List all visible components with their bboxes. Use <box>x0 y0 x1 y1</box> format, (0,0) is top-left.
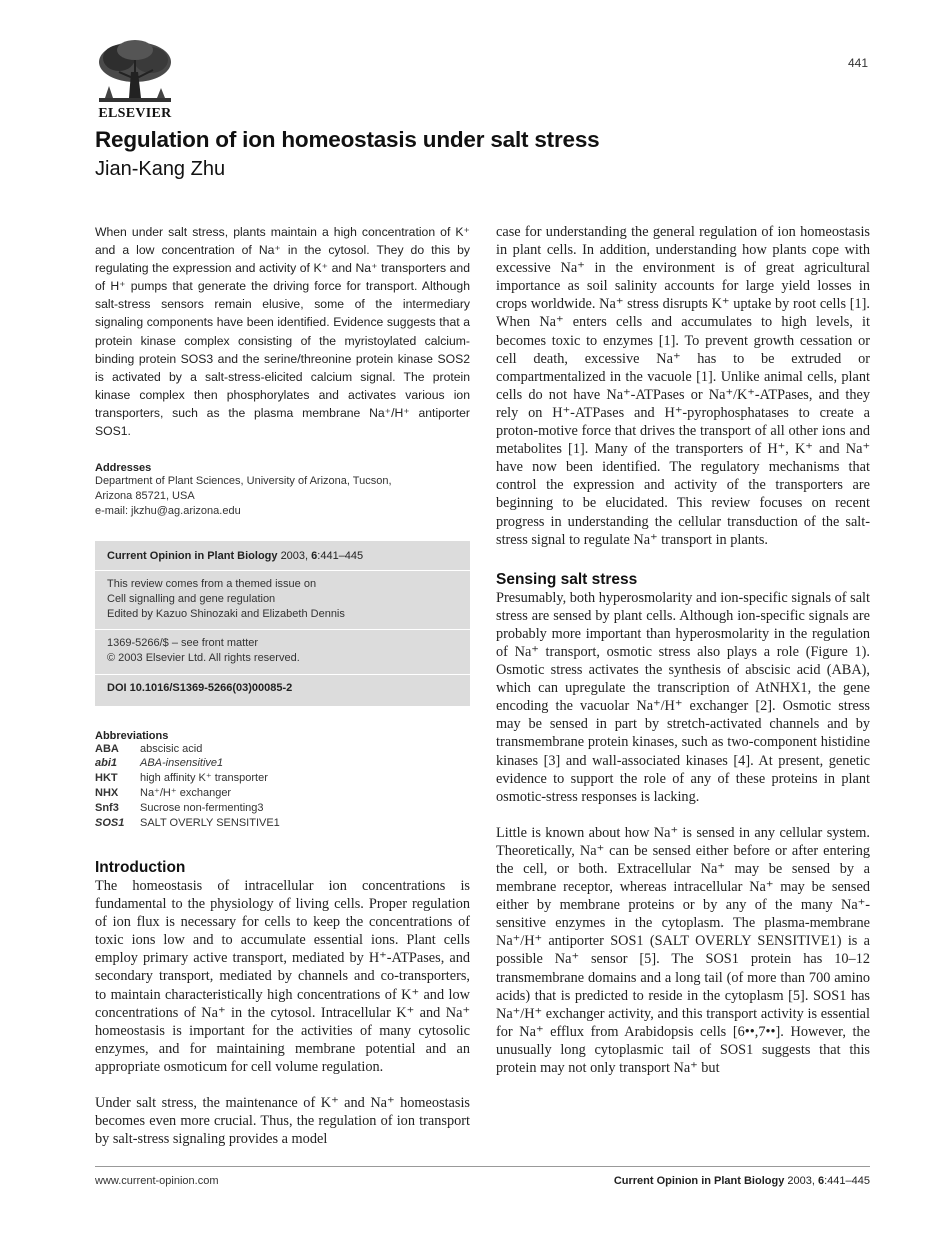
journal-year: 2003, <box>280 549 309 562</box>
journal-pages: :441–445 <box>317 549 364 562</box>
address-line: Arizona 85721, USA <box>95 489 195 502</box>
journal-volume: 6 <box>311 549 318 562</box>
abbreviation-definition: abscisic acid <box>140 742 203 755</box>
abbreviation-row <box>95 801 470 816</box>
introduction-heading: Introduction <box>95 858 186 876</box>
abbreviation-term: ABA <box>95 742 119 755</box>
footer-journal: Current Opinion in Plant Biology <box>613 1175 785 1187</box>
journal-citation <box>107 549 458 563</box>
abbreviation-definition: ABA-insensitive1 <box>140 757 224 770</box>
introduction-paragraph: Under salt stress, the maintenance of K⁺ and Na⁺ homeostasis becomes even more crucial. Thus, the regulation of ion transport by salt-stress signaling provides a model <box>95 1095 470 1148</box>
issn-line: 1369-5266/$ – see front matter <box>107 637 259 650</box>
article-title: Regulation of ion homeostasis under salt stress <box>95 127 600 152</box>
footer-pages: :441–445 <box>824 1175 870 1187</box>
abbreviation-definition: Sucrose non-fermenting3 <box>140 802 264 815</box>
continuation-paragraph: case for understanding the general regulation of ion homeostasis in plant cells. In addition, understanding how plants cope with excessive Na⁺ in the environment is of great agricultural importance as soil salinity accounts for large yield losses in crops worldwide. Na⁺ stress disrupts K⁺ uptake by root cells [1]. When Na⁺ enters cells and accumulates to high levels, it becomes toxic to enzymes [1]. To prevent growth cessation or cell death, excessive Na⁺ has to be extruded or compartmentalized in the vacuole [1]. Unlike animal cells, plant cells do not have Na⁺-ATPases or Na⁺/K⁺-ATPases, and they rely on H⁺-ATPases and H⁺-pyrophosphatases to create a proton-motive force that drives the transport of all other ions and metabolites [1]. Many of the transporters of H⁺, K⁺ and Na⁺ have now been identified. The regulatory mechanisms that control the expression and activity of the transporters are beginning to be elucidated. This review focuses on recent progress in understanding the cellular transduction of the salt-stress signal to regulate Na⁺ transport in plants. <box>496 224 870 548</box>
abbreviation-row <box>95 816 470 831</box>
divider <box>95 629 470 630</box>
abstract: When under salt stress, plants maintain a high concentration of K⁺ and a low concentration of Na⁺ in the cytosol. They do this by regulating the expression and activity of K⁺ and Na⁺ transporters and of H⁺ pumps that generate the driving force for transport. Although salt-stress sensors remain elusive, some of the intermediary signaling components have been identified. Evidence suggests that a protein kinase complex consisting of the myristoylated calcium-binding protein SOS3 and the serine/threonine protein kinase SOS2 is activated by a salt-stress-elicited calcium signal. The protein kinase complex then phosphorylates and activates various ion transporters, such as the plasma membrane Na⁺/H⁺ antiporter SOS1. <box>95 225 470 439</box>
left-column <box>95 223 470 1148</box>
doi: DOI 10.1016/S1369-5266(03)00085-2 <box>107 681 293 694</box>
footer-year: 2003, <box>787 1175 815 1187</box>
tree-logo-icon <box>95 38 175 106</box>
article-info-box <box>95 541 470 706</box>
abbreviation-row <box>95 786 470 801</box>
abbreviations-heading: Abbreviations <box>95 729 169 742</box>
footer-volume: 6 <box>817 1175 825 1187</box>
abbreviation-row <box>95 742 470 757</box>
journal-name: Current Opinion in Plant Biology <box>107 549 278 562</box>
divider <box>95 674 470 675</box>
introduction-paragraph: The homeostasis of intracellular ion concentrations is fundamental to the physiology of living cells. Proper regulation of ion flux is necessary for cells to keep the concentrations of toxic ions low and to accumulate essential ions. Plant cells employ primary active transport, mediated by H⁺-ATPases, and secondary transport, mediated by channels and co-transporters, to maintain characteristically high concentrations of K⁺ and low concentrations of Na⁺ in the cytosol. Intracellular K⁺ and Na⁺ homeostasis is important for the activities of many cytosolic enzymes, and for maintaining membrane potential and an appropriate osmoticum for cell volume regulation. <box>95 877 470 1075</box>
publisher-name: ELSEVIER <box>98 106 172 121</box>
sensing-salt-stress-heading: Sensing salt stress <box>496 570 638 588</box>
abbreviation-term: HKT <box>95 772 118 785</box>
address-line: Department of Plant Sciences, University of Arizona, Tucson, <box>95 475 392 488</box>
abbreviation-term: Snf3 <box>95 802 119 815</box>
sensing-paragraph: Presumably, both hyperosmolarity and ion-specific signals of salt stress are sensed by plant cells. Although ion-specific signals are probably more important than hyperosmolarity in the regulation of Na⁺ transport, osmotic stress also plays a role (Figure 1). Osmotic stress activates the synthesis of abscisic acid (ABA), which can upregulate the transcription of AtNHX1, the gene encoding the vacuolar Na⁺/H⁺ exchanger [2]. Osmotic stress may be sensed in part by stretch-activated channels and by transmembrane protein kinases, such as two-component histidine kinases [3] and wall-associated kinases [4]. At present, genetic evidence to support the role of any of these proteins in plant osmotic-stress responses is lacking. <box>496 589 870 805</box>
author-email: e-mail: jkzhu@ag.arizona.edu <box>95 504 241 517</box>
footer-divider <box>95 1166 870 1167</box>
abbreviation-term: abi1 <box>95 757 118 770</box>
abbreviation-definition: SALT OVERLY SENSITIVE1 <box>140 817 280 830</box>
abbreviation-term: NHX <box>95 787 119 800</box>
themed-issue-line: This review comes from a themed issue on <box>107 577 317 590</box>
copyright-line: © 2003 Elsevier Ltd. All rights reserved. <box>107 652 300 665</box>
right-column <box>496 223 870 1077</box>
addresses-heading: Addresses <box>95 462 152 475</box>
themed-issue-line: Cell signalling and gene regulation <box>107 592 276 605</box>
article-author: Jian-Kang Zhu <box>95 158 226 180</box>
abbreviation-definition: high affinity K⁺ transporter <box>140 772 268 785</box>
footer-url[interactable]: www.current-opinion.com <box>95 1175 219 1187</box>
sensing-paragraph: Little is known about how Na⁺ is sensed in any cellular system. Theoretically, Na⁺ can be sensed either before or after entering the cell, or both. Extracellular Na⁺ may be sensed by a membrane receptor, whereas intracellular Na⁺ may be sensed either by membrane proteins or by any of the many Na⁺-sensitive enzymes in the cytoplasm. The plasma-membrane Na⁺/H⁺ antiporter SOS1 (SALT OVERLY SENSITIVE1) is a possible Na⁺ sensor [5]. The SOS1 protein has 10–12 transmembrane domains and a long tail (of more than 700 amino acids) that is predicted to reside in the cytoplasm [5]. SOS1 has Na⁺/H⁺ exchanger activity, and this transport activity is essential for Na⁺ efflux from Arabidopsis cells [6••,7••]. However, the unusually long cytoplasmic tail of SOS1 suggests that this protein may not only transport Na⁺ but <box>496 824 870 1077</box>
abbreviation-term: SOS1 <box>95 817 125 830</box>
abbreviation-row <box>95 756 470 771</box>
footer-citation <box>614 1175 870 1187</box>
editors-line: Edited by Kazuo Shinozaki and Elizabeth Dennis <box>107 607 345 620</box>
page-number: 441 <box>847 56 868 70</box>
divider <box>95 570 470 571</box>
abbreviation-definition: Na⁺/H⁺ exchanger <box>140 787 232 800</box>
abbreviation-row <box>95 771 470 786</box>
